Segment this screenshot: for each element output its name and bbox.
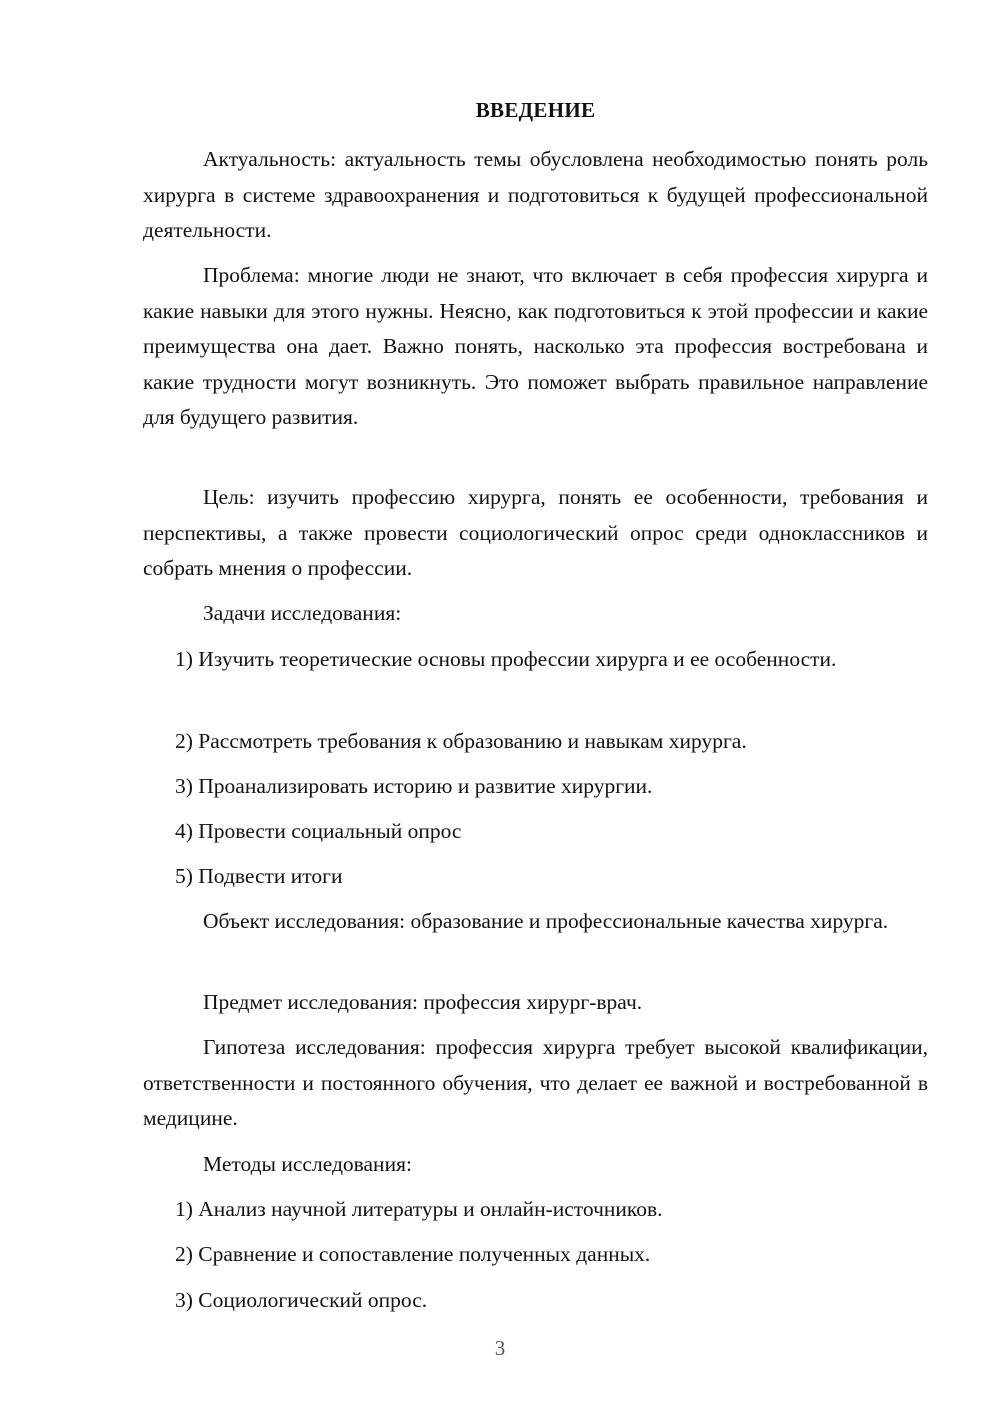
task-item: 4) Провести социальный опрос [175, 819, 462, 843]
hypothesis-paragraph: Гипотеза исследования: профессия хирурга требует высокой квалификации, ответственности и постоянного обучения, что делает ее важной и востребованной в медицине. [143, 1035, 928, 1130]
task-item: 1) Изучить теоретические основы профессии хирурга и ее особенности. [175, 647, 837, 671]
subject-paragraph: Предмет исследования: профессия хирург-врач. [203, 990, 643, 1014]
object-paragraph: Объект исследования: образование и профессиональные качества хирурга. [203, 909, 889, 933]
task-item: 3) Проанализировать историю и развитие хирургии. [175, 774, 653, 798]
method-item: 1) Анализ научной литературы и онлайн-источников. [175, 1197, 663, 1221]
method-item: 2) Сравнение и сопоставление полученных данных. [175, 1242, 651, 1266]
page-number: 3 [494, 1336, 506, 1360]
methods-heading: Методы исследования: [203, 1152, 412, 1176]
section-title: ВВЕДЕНИЕ [475, 98, 596, 122]
tasks-heading: Задачи исследования: [203, 601, 402, 625]
relevance-paragraph: Актуальность: актуальность темы обусловлена необходимостью понять роль хирурга в системе здравоохранения и подготовиться к будущей профессиональной деятельности. [143, 147, 928, 242]
goal-paragraph: Цель: изучить профессию хирурга, понять ее особенности, требования и перспективы, а также провести социологический опрос среди одноклассников и собрать мнения о профессии. [143, 485, 928, 580]
task-item: 5) Подвести итоги [175, 864, 343, 888]
problem-paragraph: Проблема: многие люди не знают, что включает в себя профессия хирурга и какие навыки для этого нужны. Неясно, как подготовиться к этой профессии и какие преимущества она дает. Важно понять, насколько эта профессия востребована и какие трудности могут возникнуть. Это поможет выбрать правильное направление для будущего развития. [143, 263, 928, 429]
method-item: 3) Социологический опрос. [175, 1288, 428, 1312]
task-item: 2) Рассмотреть требования к образованию и навыкам хирурга. [175, 729, 747, 753]
